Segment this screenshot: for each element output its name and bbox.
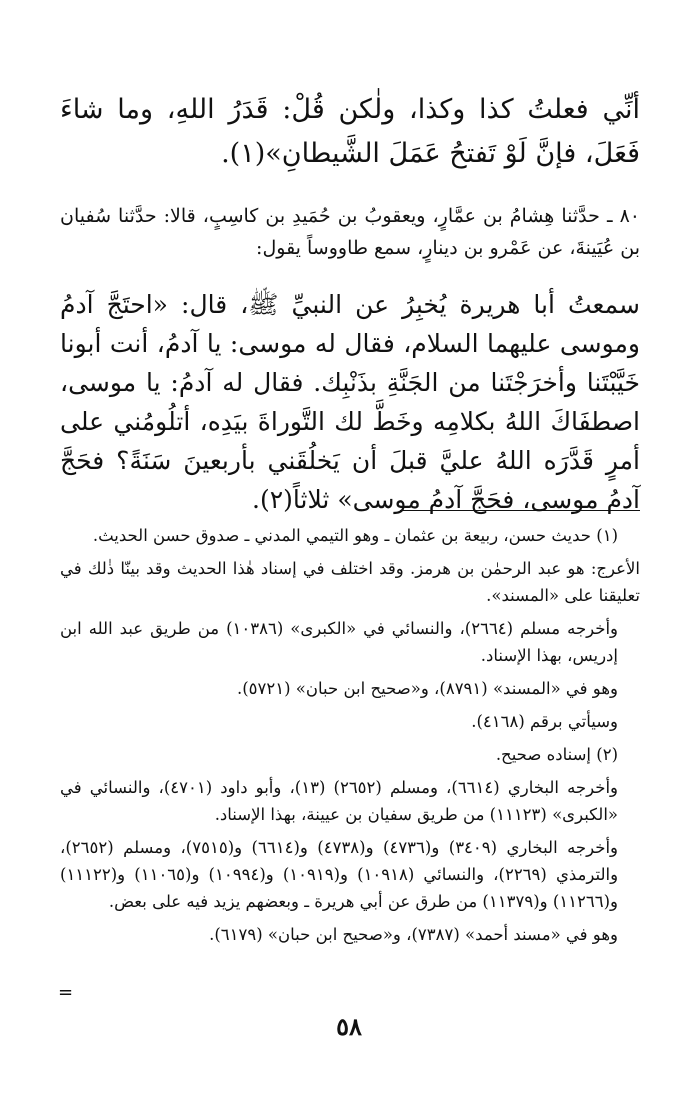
main-paragraph: أنِّي فعلتُ كذا وكذا، ولٰكن قُلْ: قَدَرُ اللهِ، وما شاءَ فَعَلَ، فإنَّ لَوْ تَفتحُ عَمَلَ الشَّيطانِ»(١). bbox=[60, 94, 640, 169]
continuation-mark: = bbox=[58, 982, 74, 1003]
hadith-isnad-text: ٨٠ ـ حدَّثنا هِشامُ بن عمَّارٍ، ويعقوبُ بن حُمَيدِ بن كاسِبٍ، قالا: حدَّثنا سُفيان بن عُيَينةَ، عن عَمْرو بن دينارٍ، سمع طاووساً يقول: bbox=[60, 205, 640, 259]
footnote-separator bbox=[400, 510, 640, 511]
footnote-line: الأعرج: هو عبد الرحمٰن بن هرمز. وقد اختلف في إسناد هٰذا الحديث وقد بينّا ذٰلك في تعليقنا على «المسند». bbox=[60, 559, 640, 605]
hadith-isnad bbox=[60, 200, 640, 264]
footnote-line: وأخرجه البخاري (٦٦١٤)، ومسلم (٢٦٥٢) (١٣)، وأبو داود (٤٧٠١)، والنسائي في «الكبرى» (١١١٢٣) من طريق سفيان بن عيينة، بهذا الإسناد. bbox=[60, 778, 618, 824]
footnote-line: وسيأتي برقم (٤١٦٨). bbox=[471, 712, 618, 731]
footnote-2: (٢) إسناده صحيح. bbox=[495, 745, 618, 764]
footnote-1: (١) حديث حسن، ربيعة بن عثمان ـ وهو التيمي المدني ـ صدوق حسن الحديث. bbox=[92, 526, 618, 545]
hadith-matn bbox=[60, 285, 640, 519]
page-number: ٥٨ bbox=[336, 1012, 362, 1041]
main-text-continuation bbox=[60, 88, 640, 176]
footnote-line: وأخرجه مسلم (٢٦٦٤)، والنسائي في «الكبرى» (١٠٣٨٦) من طريق عبد الله ابن إدريس، بهذا الإسناد. bbox=[60, 619, 618, 665]
footnotes bbox=[60, 522, 640, 954]
hadith-matn-text: سمعتُ أبا هريرة يُخبِرُ عن النبيِّ ﷺ، قال: «احتَجَّ آدمُ وموسى عليهما السلام، فقال له موسى: يا آدمُ، أنت أبونا خَيَّبْتَنا وأخرَجْتَنا من الجَنَّةِ بذَنْبِك. فقال له آدمُ: يا موسى، اصطفَاكَ اللهُ بكلامِه وخَطَّ لك التَّوراةَ بيَدِه، أتلُومُني على أمرٍ قَدَّرَه اللهُ عليَّ قبلَ أن يَخلُقَني بأربعينَ سَنَةً؟ فحَجَّ آدمُ موسى، فحَجَّ آدمُ موسى» ثلاثاً(٢). bbox=[60, 290, 640, 514]
footnote-line: وأخرجه البخاري (٣٤٠٩) و(٤٧٣٦) و(٤٧٣٨) و(٦٦١٤) و(٧٥١٥)، ومسلم (٢٦٥٢)، والترمذي (٢٢٦٩)، والنسائي (١٠٩١٨) و(١٠٩١٩) و(١٠٩٩٤) و(١١٠٦٥) و(١١١٢٢) و(١١٢٦٦) و(١١٣٧٩) من طرق عن أبي هريرة ـ وبعضهم يزيد فيه على بعض. bbox=[60, 838, 619, 911]
footnote-line: وهو في «المسند» (٨٧٩١)، و«صحيح ابن حبان» (٥٧٢١). bbox=[236, 679, 618, 698]
footnote-line: وهو في «مسند أحمد» (٧٣٨٧)، و«صحيح ابن حبان» (٦١٧٩). bbox=[209, 925, 618, 944]
